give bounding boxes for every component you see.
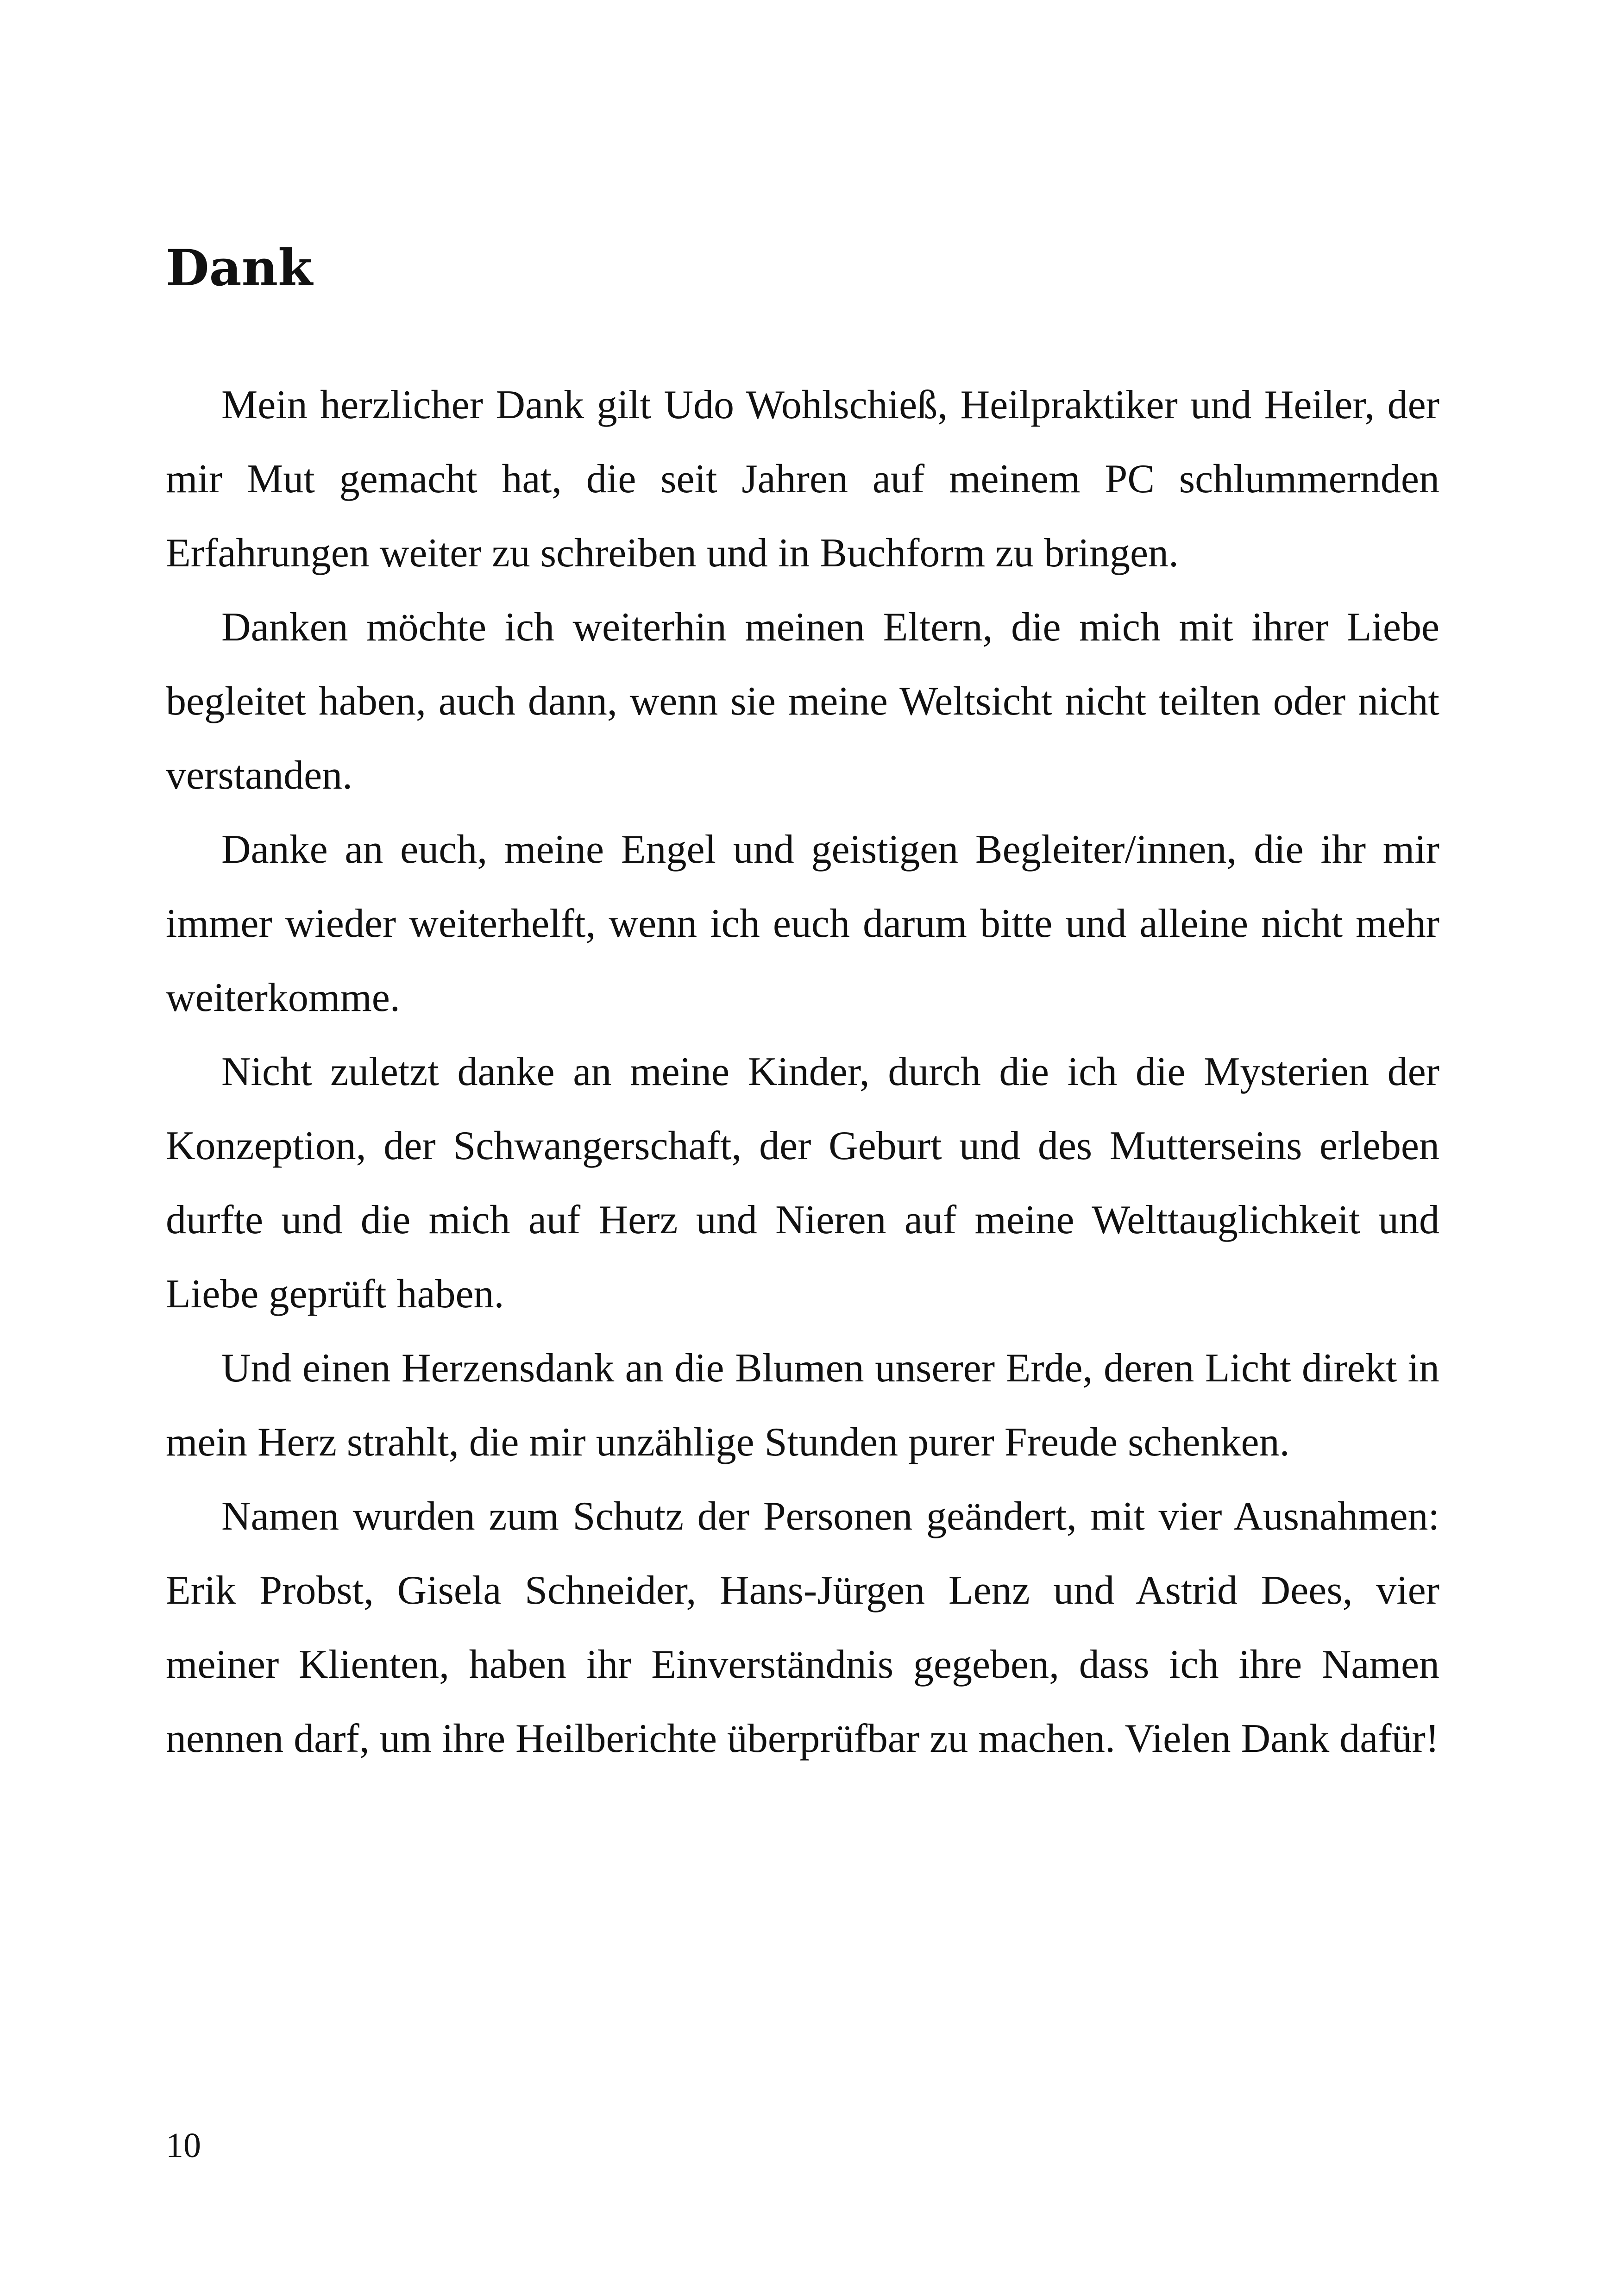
paragraph-engel: Danke an euch, meine Engel und geistigen Begleiter/innen, die ihr mir immer wieder weiterhelft, wenn ich euch darum bitte und alleine nicht mehr weiterkomme. [166,827,1439,1020]
page-number: 10 [166,2126,201,2165]
body-text [166,368,1439,1776]
paragraph-eltern: Danken möchte ich weiterhin meinen Eltern, die mich mit ihrer Liebe begleitet haben, auch dann, wenn sie meine Weltsicht nicht teilten oder nicht verstanden. [166,605,1439,798]
page-title: Dank [166,239,313,297]
paragraph-kinder: Nicht zuletzt danke an meine Kinder, durch die ich die Mysterien der Konzeption, der Schwangerschaft, der Geburt und des Mutterseins erleben durfte und die mich auf Herz und Nieren auf meine Welttauglichkeit und Liebe geprüft haben. [166,1049,1439,1317]
paragraph-blumen: Und einen Herzensdank an die Blumen unserer Erde, deren Licht direkt in mein Herz strahlt, die mir unzählige Stunden purer Freude schenken. [166,1346,1439,1465]
paragraph-udo-wohlschiess: Mein herzlicher Dank gilt Udo Wohlschieß, Heilpraktiker und Heiler, der mir Mut gemacht hat, die seit Jahren auf meinem PC schlummernden Erfahrungen weiter zu schreiben und in Buchform zu bringen. [166,383,1439,576]
paragraph-namen: Namen wurden zum Schutz der Personen geändert, mit vier Ausnahmen: Erik Probst, Gisela Schneider, Hans-Jürgen Lenz und Astrid Dees, vier meiner Klienten, haben ihr Einverständnis gegeben, dass ich ihre Namen nennen darf, um ihre Heilberichte überprüfbar zu machen. Vielen Dank dafür! [166,1494,1439,1761]
